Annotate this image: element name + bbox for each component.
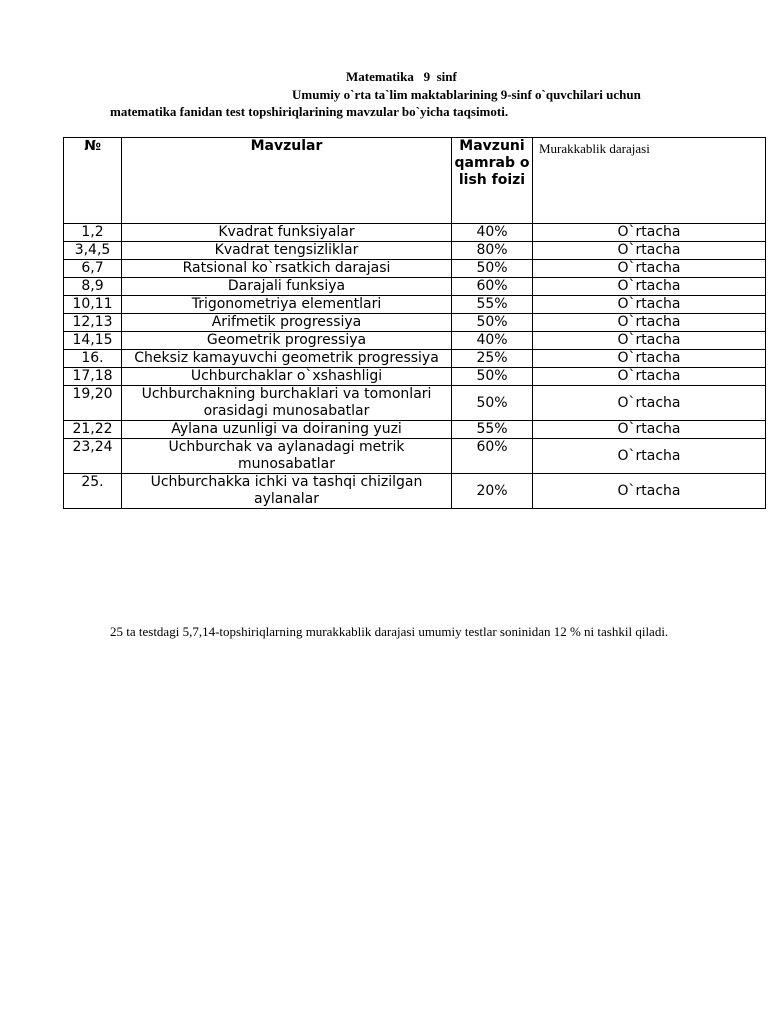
- row-number: 25.: [64, 474, 122, 509]
- row-number: 10,11: [64, 296, 122, 314]
- row-number: 3,4,5: [64, 242, 122, 260]
- table-row: [64, 386, 766, 421]
- row-number: 6,7: [64, 260, 122, 278]
- row-percent: 50%: [452, 368, 533, 386]
- row-level: O`rtacha: [533, 242, 766, 260]
- row-number: 21,22: [64, 421, 122, 439]
- row-topic: Uchburchakning burchaklari va tomonlari orasidagi munosabatlar: [122, 386, 452, 421]
- table-row: [64, 242, 766, 260]
- row-percent: 50%: [452, 386, 533, 421]
- document-subtitle-line-1: Umumiy o`rta ta`lim maktablarining 9-sinf o`quvchilari uchun: [292, 87, 641, 102]
- row-percent: 20%: [452, 474, 533, 509]
- row-level: O`rtacha: [533, 296, 766, 314]
- row-number: 8,9: [64, 278, 122, 296]
- table-row: [64, 439, 766, 474]
- document-subtitle-line-2: matematika fanidan test topshiriqlarining mavzular bo`yicha taqsimoti.: [110, 104, 509, 119]
- header-difficulty: Murakkablik darajasi: [533, 138, 766, 224]
- table-row: [64, 314, 766, 332]
- row-percent: 55%: [452, 296, 533, 314]
- row-topic: Ratsional ko`rsatkich darajasi: [122, 260, 452, 278]
- table-row: [64, 474, 766, 509]
- row-percent: 60%: [452, 278, 533, 296]
- row-level: O`rtacha: [533, 439, 766, 474]
- row-level: O`rtacha: [533, 350, 766, 368]
- row-topic: Aylana uzunligi va doiraning yuzi: [122, 421, 452, 439]
- row-topic: Arifmetik progressiya: [122, 314, 452, 332]
- row-number: 23,24: [64, 439, 122, 474]
- footnote-text: 25 ta testdagi 5,7,14-topshiriqlarning murakkablik darajasi umumiy testlar soninidan 12 % ni tashkil qiladi.: [110, 624, 669, 639]
- row-number: 17,18: [64, 368, 122, 386]
- table-header-row: [64, 138, 766, 224]
- table-row: [64, 368, 766, 386]
- row-percent: 80%: [452, 242, 533, 260]
- table-row: [64, 224, 766, 242]
- row-number: 14,15: [64, 332, 122, 350]
- topics-table: [63, 137, 766, 509]
- row-percent: 50%: [452, 314, 533, 332]
- row-topic: Kvadrat funksiyalar: [122, 224, 452, 242]
- row-percent: 25%: [452, 350, 533, 368]
- row-topic: Uchburchakka ichki va tashqi chizilgan aylanalar: [122, 474, 452, 509]
- row-topic: Cheksiz kamayuvchi geometrik progressiya: [122, 350, 452, 368]
- header-number: №: [64, 138, 122, 224]
- row-topic: Geometrik progressiya: [122, 332, 452, 350]
- row-level: O`rtacha: [533, 332, 766, 350]
- row-topic: Uchburchaklar o`xshashligi: [122, 368, 452, 386]
- table-row: [64, 350, 766, 368]
- row-percent: 60%: [452, 439, 533, 474]
- row-level: O`rtacha: [533, 386, 766, 421]
- row-number: 16.: [64, 350, 122, 368]
- row-topic: Uchburchak va aylanadagi metrik munosabatlar: [122, 439, 452, 474]
- row-number: 12,13: [64, 314, 122, 332]
- row-level: O`rtacha: [533, 474, 766, 509]
- row-topic: Darajali funksiya: [122, 278, 452, 296]
- document-title: Matematika 9 sinf: [346, 69, 457, 84]
- row-percent: 55%: [452, 421, 533, 439]
- header-topics: Mavzular: [122, 138, 452, 224]
- row-level: O`rtacha: [533, 421, 766, 439]
- row-number: 1,2: [64, 224, 122, 242]
- row-topic: Kvadrat tengsizliklar: [122, 242, 452, 260]
- table-row: [64, 260, 766, 278]
- row-percent: 40%: [452, 332, 533, 350]
- row-level: O`rtacha: [533, 260, 766, 278]
- row-percent: 40%: [452, 224, 533, 242]
- row-level: O`rtacha: [533, 314, 766, 332]
- row-percent: 50%: [452, 260, 533, 278]
- table-row: [64, 421, 766, 439]
- row-topic: Trigonometriya elementlari: [122, 296, 452, 314]
- row-level: O`rtacha: [533, 224, 766, 242]
- row-level: O`rtacha: [533, 278, 766, 296]
- row-level: O`rtacha: [533, 368, 766, 386]
- table-row: [64, 278, 766, 296]
- table-row: [64, 332, 766, 350]
- row-number: 19,20: [64, 386, 122, 421]
- table-row: [64, 296, 766, 314]
- header-coverage: Mavzuni qamrab olish foizi: [452, 138, 533, 224]
